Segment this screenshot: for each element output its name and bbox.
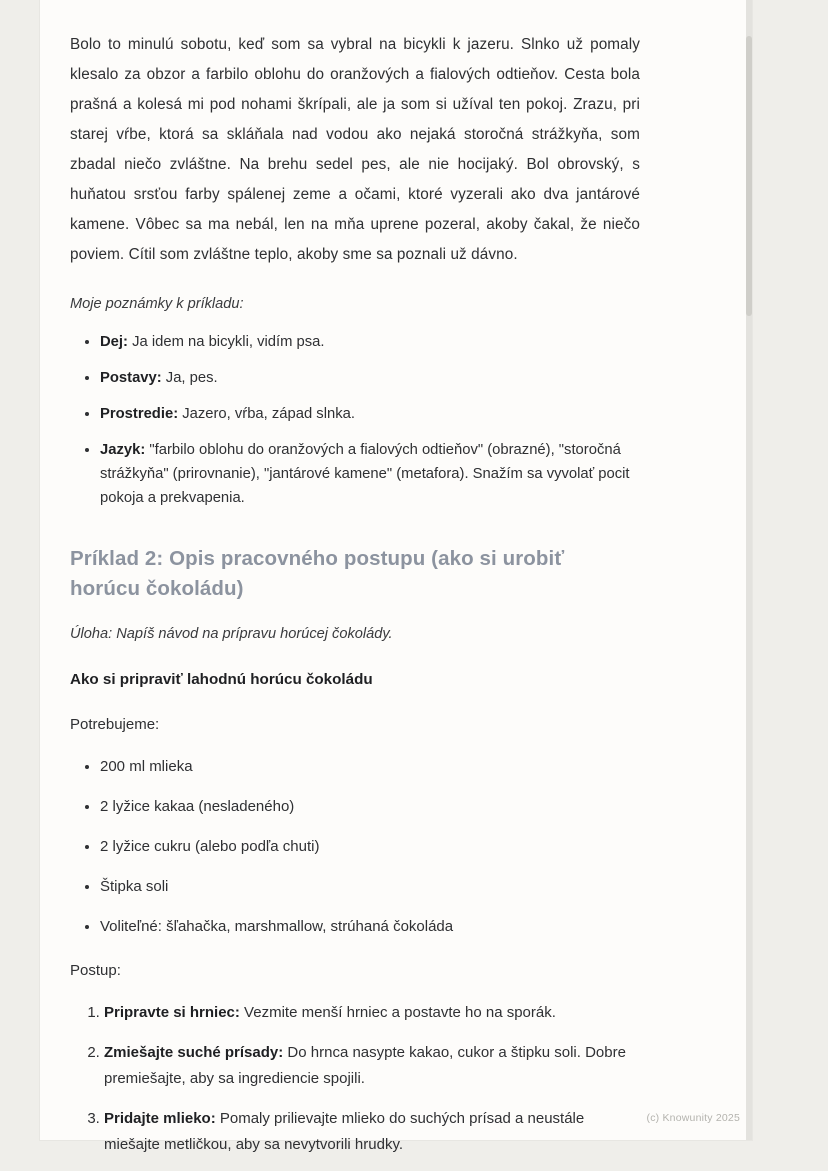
- list-item: • 2 lyžice cukru (alebo podľa chuti): [100, 834, 640, 860]
- step-lead: Pripravte si hrniec:: [104, 1004, 240, 1021]
- list-item: [100, 402, 640, 426]
- note-text: Jazero, vŕba, západ slnka.: [178, 406, 355, 422]
- recipe-title: Ako si pripraviť lahodnú horúcu čokoládu: [70, 671, 373, 688]
- list-item: [104, 1040, 640, 1092]
- note-text: Ja idem na bicykli, vidím psa.: [127, 334, 325, 350]
- note-lead: Dej:: [100, 334, 128, 350]
- ingredients-list: [70, 754, 640, 940]
- ingredients-label: Potrebujeme:: [70, 716, 160, 733]
- step-lead: Zmiešajte suché prísady:: [104, 1044, 284, 1061]
- note-text: Ja, pes.: [161, 370, 218, 386]
- step-text: Vezmite menší hrniec a postavte ho na sporák.: [239, 1004, 556, 1021]
- list-item: • 2 lyžice kakaa (nesladeného): [100, 794, 640, 820]
- list-item: [100, 366, 640, 390]
- notes-list: [70, 330, 640, 510]
- step-text: Do hrnca nasypte kakao, cukor a štipku soli. Dobre premiešajte, aby sa ingrediencie spojili.: [104, 1044, 626, 1087]
- section-heading: Príklad 2: Opis pracovného postupu (ako si urobiť horúcu čokoládu): [70, 547, 565, 600]
- note-text: "farbilo oblohu do oranžových a fialových odtieňov" (obrazné), "storočná strážkyňa" (prirovnanie), "jantárové kamene" (metafora). Snažím sa vyvolať pocit pokoja a prekvapenia.: [100, 442, 630, 506]
- document-content: [70, 30, 640, 1171]
- note-lead: Jazyk:: [100, 442, 146, 458]
- steps-list: [70, 1000, 640, 1158]
- step-text: Pomaly prilievajte mlieko do suchých prísad a neustále miešajte metličkou, aby sa nevytvorili hrudky.: [104, 1110, 585, 1153]
- task-line: Úloha: Napíš návod na prípravu horúcej čokolády.: [70, 626, 393, 642]
- list-item: • Štipka soli: [100, 874, 640, 900]
- list-item: [100, 330, 640, 354]
- intro-paragraph: Bolo to minulú sobotu, keď som sa vybral na bicykli k jazeru. Slnko už pomaly klesalo za obzor a farbilo oblohu do oranžových a fialových odtieňov. Cesta bola prašná a kolesá mi pod nohami škrípali, ale ja som si užíval ten pokoj. Zrazu, pri starej vŕbe, ktorá sa skláňala nad vodou ako nejaká storočná strážkyňa, som zbadal niečo zvláštne. Na brehu sedel pes, ale nie hocijaký. Bol obrovský, s huňatou srsťou farby spálenej zeme a očami, ktoré vyzerali ako dva jantárové kamene. Vôbec sa ma nebál, len na mňa uprene pozeral, akoby čakal, že niečo poviem. Cítil som zvláštne teplo, akoby sme sa poznali už dávno.: [70, 36, 640, 263]
- document-sheet: [40, 0, 752, 1153]
- step-lead: Pridajte mlieko:: [104, 1110, 216, 1127]
- list-item: • 200 ml mlieka: [100, 754, 640, 780]
- note-lead: Prostredie:: [100, 406, 179, 422]
- list-item: • Voliteľné: šľahačka, marshmallow, strúhaná čokoláda: [100, 914, 640, 940]
- list-item: [100, 438, 640, 510]
- notes-label: Moje poznámky k príkladu:: [70, 296, 244, 312]
- scrollbar-track[interactable]: [746, 0, 752, 1140]
- steps-label: Postup:: [70, 962, 121, 979]
- copyright-footer: (c) Knowunity 2025: [646, 1112, 740, 1124]
- note-lead: Postavy:: [100, 370, 162, 386]
- list-item: [104, 1106, 640, 1158]
- list-item: [104, 1000, 640, 1026]
- scrollbar-thumb[interactable]: [746, 36, 752, 316]
